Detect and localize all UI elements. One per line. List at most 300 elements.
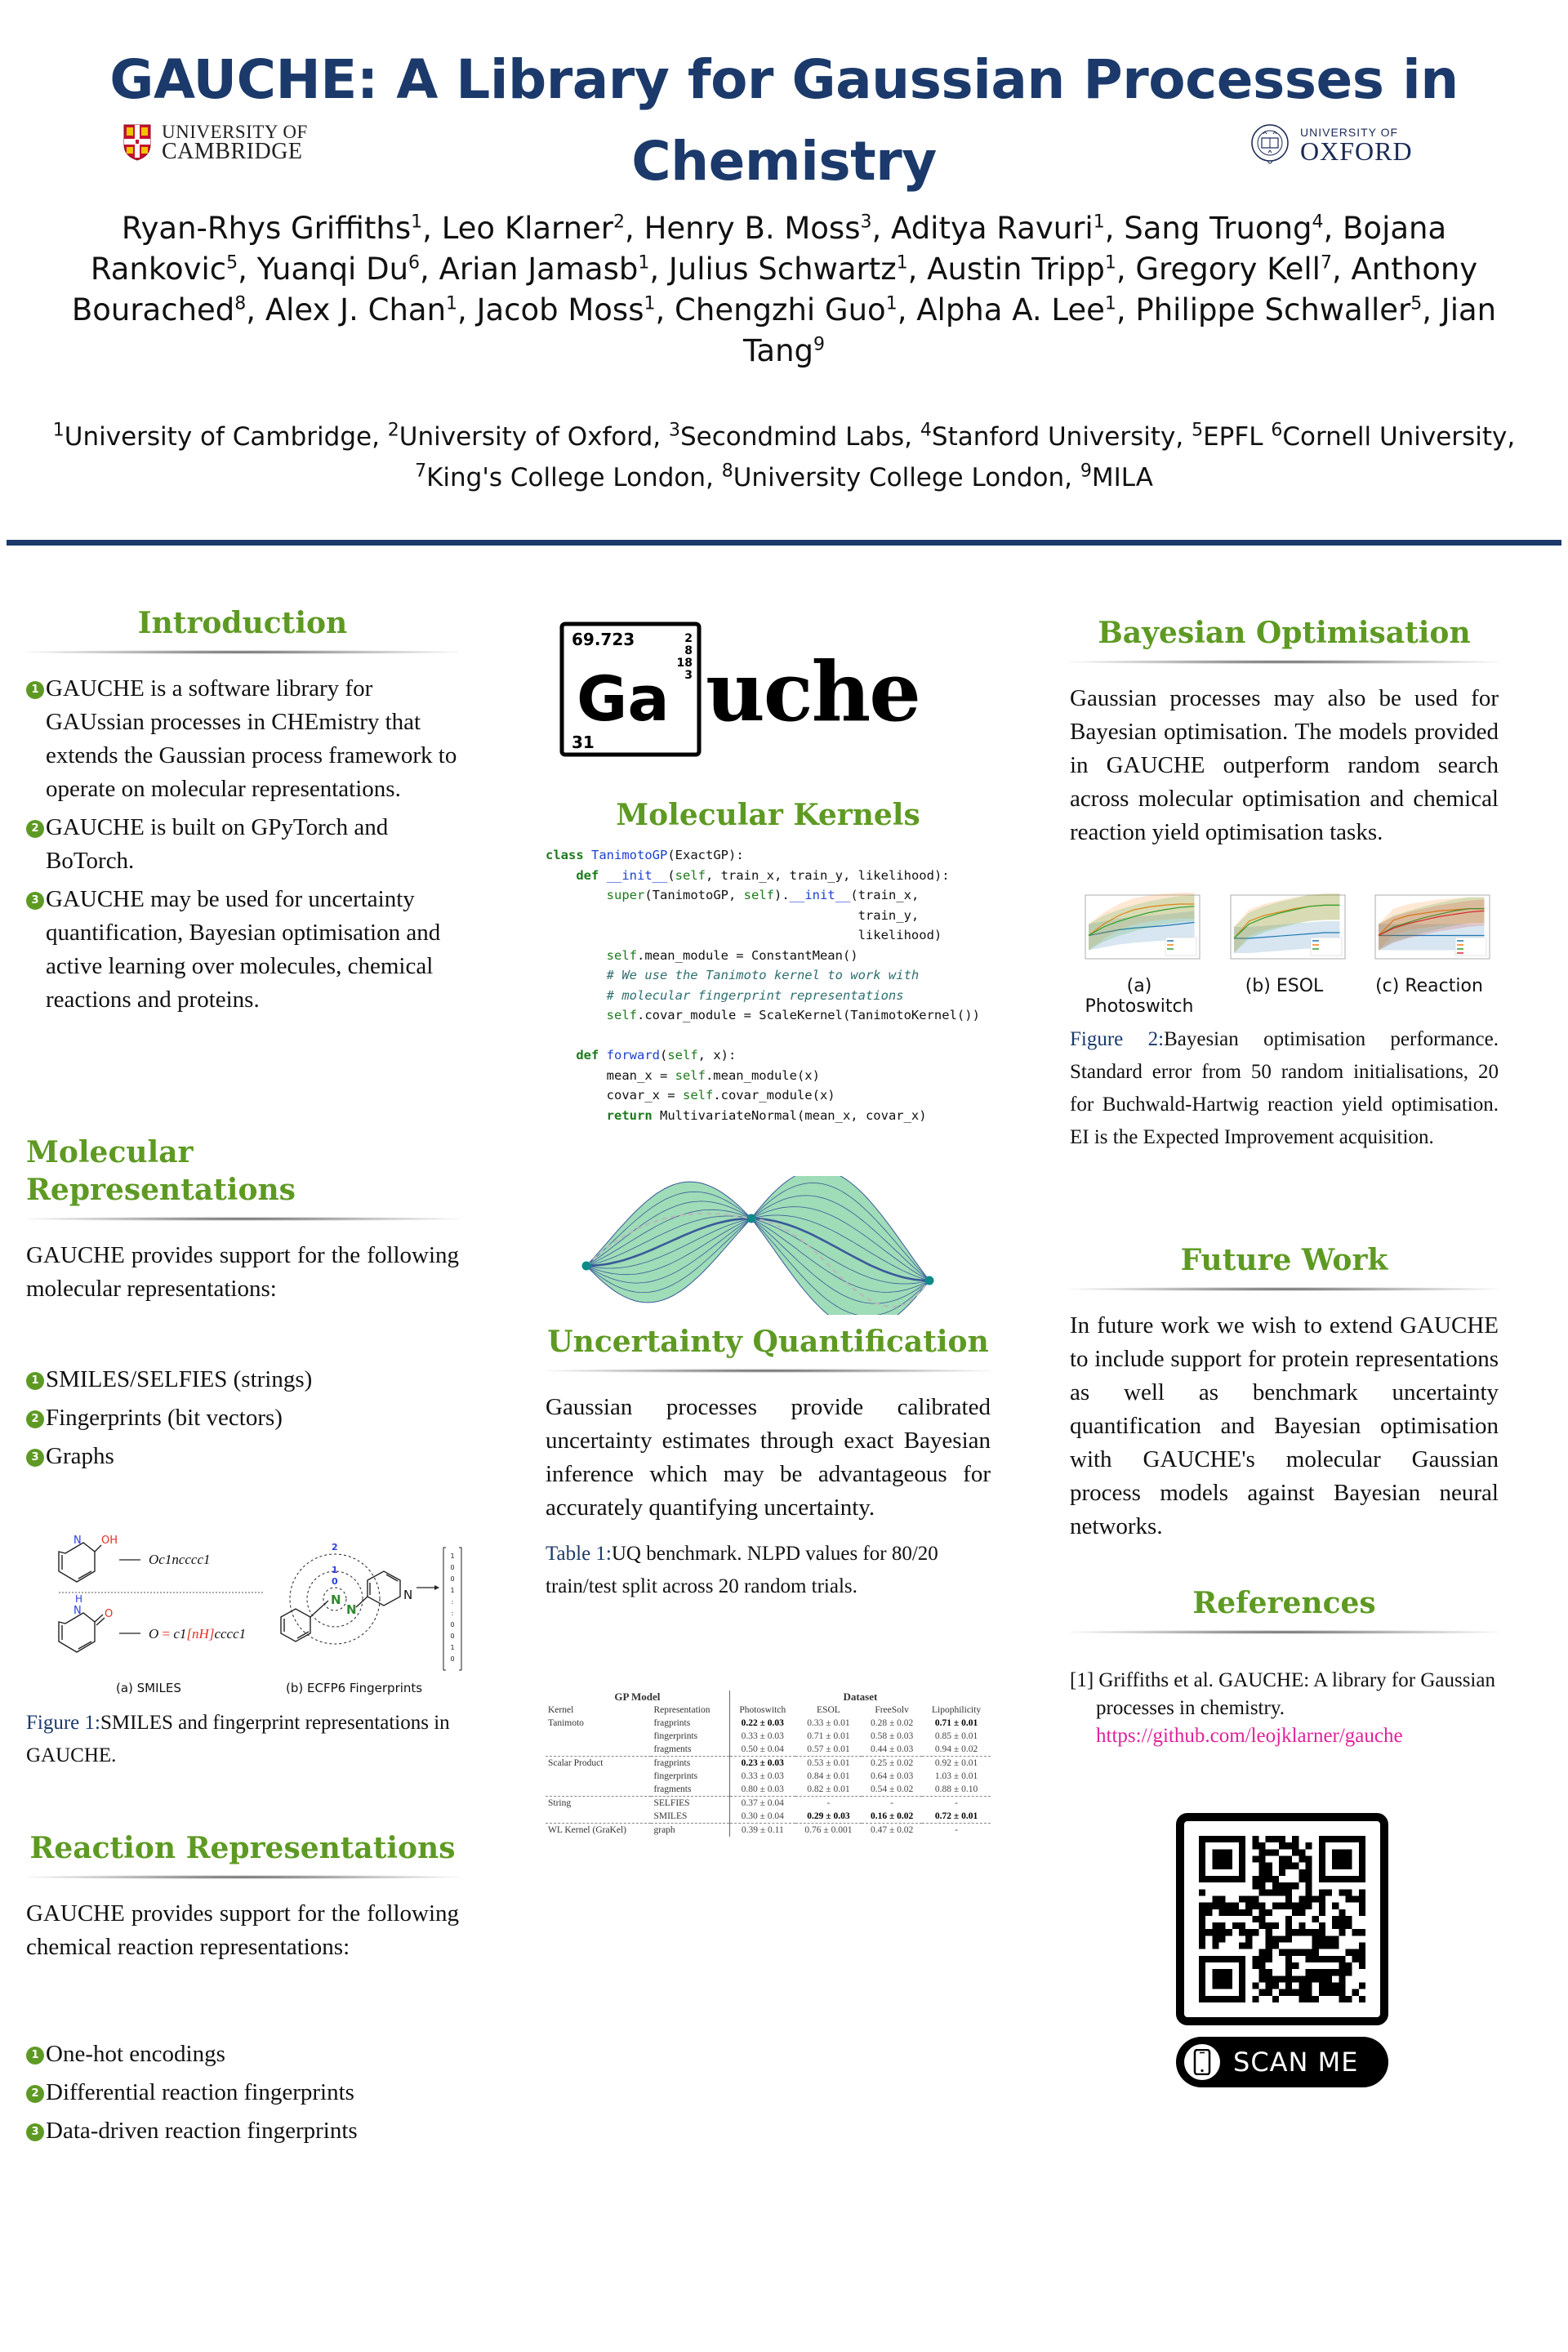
qr-module xyxy=(1319,1983,1325,1989)
qr-module xyxy=(1272,1922,1279,1929)
code-line: self.mean_module = ConstantMean() xyxy=(606,947,858,963)
qr-module xyxy=(1258,1889,1265,1895)
kernel-cell xyxy=(546,1730,651,1743)
value-cell: 0.84 ± 0.01 xyxy=(807,1771,850,1781)
representation-cell: SELFIES xyxy=(651,1797,729,1811)
affiliation-number: 3 xyxy=(669,420,680,441)
qr-module xyxy=(1258,1903,1265,1909)
qr-module xyxy=(1319,1943,1325,1949)
qr-module xyxy=(1266,1909,1272,1916)
qr-module xyxy=(1325,1956,1332,1962)
value-cell: 0.71 ± 0.01 xyxy=(934,1718,978,1728)
number-badge-icon: 2 xyxy=(26,2085,44,2103)
qr-module xyxy=(1292,1849,1298,1855)
qr-module xyxy=(1306,1889,1312,1895)
qr-module xyxy=(1298,1855,1305,1862)
value-cell: 0.64 ± 0.03 xyxy=(870,1771,914,1781)
qr-module xyxy=(1266,1929,1272,1936)
element-symbol: Ga xyxy=(577,662,670,735)
qr-module xyxy=(1266,1969,1272,1976)
title-line-2: Chemistry xyxy=(631,130,937,193)
header-divider xyxy=(7,540,1561,546)
value-cell: 1.03 ± 0.01 xyxy=(934,1771,978,1781)
qr-module xyxy=(1266,1849,1272,1855)
qr-module xyxy=(1339,1996,1345,2002)
author-name: Austin Tripp xyxy=(927,252,1105,287)
affiliation-name: University of Oxford xyxy=(399,422,653,452)
logo-suffix: uche xyxy=(706,644,920,740)
qr-module xyxy=(1226,1929,1232,1936)
qr-module xyxy=(1239,1909,1245,1916)
qr-module xyxy=(1285,1889,1292,1895)
qr-module xyxy=(1272,1903,1279,1909)
qr-module xyxy=(1258,1916,1265,1922)
kernel-cell xyxy=(546,1783,651,1797)
qr-module xyxy=(1212,1929,1218,1936)
value-cell: 0.25 ± 0.02 xyxy=(862,1757,922,1771)
qr-module xyxy=(1272,1889,1279,1895)
qr-module xyxy=(1279,1889,1285,1895)
qr-module xyxy=(1298,1869,1305,1876)
atom-label: OH xyxy=(101,1535,118,1547)
table-1-caption: Table 1:UQ benchmark. NLPD values for 80/20 train/test split across 20 random trials. xyxy=(546,1543,938,1597)
qr-module xyxy=(1319,1989,1325,1996)
qr-module xyxy=(1252,1895,1258,1902)
affiliation-marker: 1 xyxy=(1093,212,1105,233)
qr-module xyxy=(1285,1922,1292,1929)
qr-module xyxy=(1266,1976,1272,1982)
qr-module xyxy=(1312,1895,1319,1902)
github-link[interactable]: https://github.com/leojklarner/gauche xyxy=(1096,1725,1403,1747)
code-line: # We use the Tanimoto kernel to work with xyxy=(606,968,920,982)
table-row xyxy=(546,1783,991,1797)
qr-module xyxy=(1199,1936,1205,1942)
qr-module xyxy=(1332,1989,1339,1996)
qr-module xyxy=(1252,1836,1258,1842)
qr-module xyxy=(1292,1989,1298,1996)
affiliation-marker: 8 xyxy=(234,293,247,314)
kernel-cell: WL Kernel (GraKel) xyxy=(546,1824,651,1838)
cambridge-logo xyxy=(122,122,308,162)
author-name: Anthony Bourached xyxy=(71,252,1478,327)
qr-module xyxy=(1306,1969,1312,1976)
qr-module xyxy=(1352,1956,1359,1962)
number-badge-icon: 1 xyxy=(26,2047,44,2065)
qr-module xyxy=(1272,1849,1279,1855)
qr-module xyxy=(1266,1989,1272,1996)
qr-module xyxy=(1266,1983,1272,1989)
qr-module xyxy=(1285,1962,1292,1969)
value-cell: 0.33 ± 0.03 xyxy=(741,1771,784,1781)
affiliation-marker: 1 xyxy=(446,293,458,314)
qr-module xyxy=(1325,1989,1332,1996)
code-line: self.covar_module = ScaleKernel(TanimotoKernel()) xyxy=(606,1008,980,1022)
radius-label: 2 xyxy=(332,1542,338,1552)
shell-count: 3 xyxy=(684,669,693,682)
value-cell: 0.88 ± 0.10 xyxy=(934,1784,978,1794)
qr-module xyxy=(1332,1956,1339,1962)
qr-module xyxy=(1218,1895,1225,1902)
value-cell: 0.94 ± 0.02 xyxy=(934,1744,978,1754)
code-line: # molecular fingerprint representations xyxy=(606,987,904,1003)
representation-cell: fragprints xyxy=(651,1717,729,1730)
list-item: 3 Data-driven reaction fingerprints xyxy=(26,2114,459,2148)
number-badge-icon: 3 xyxy=(26,1449,44,1467)
qr-module xyxy=(1279,1936,1285,1942)
uncertainty-quantification-section xyxy=(546,1323,991,1603)
qr-module xyxy=(1266,1936,1272,1942)
subplot-caption: (c) Reaction xyxy=(1375,976,1483,996)
qr-module xyxy=(1212,1895,1218,1902)
affiliation-name: King's College London xyxy=(426,463,706,492)
qr-module xyxy=(1285,1969,1292,1976)
qr-module xyxy=(1266,1836,1272,1842)
qr-module xyxy=(1199,1916,1205,1922)
table-row xyxy=(546,1743,991,1757)
qr-module xyxy=(1292,1929,1298,1936)
author-name: Alex J. Chan xyxy=(265,292,447,327)
qr-module xyxy=(1258,1842,1265,1849)
qr-module xyxy=(1266,1922,1272,1929)
qr-module xyxy=(1279,1855,1285,1862)
qr-module xyxy=(1346,1922,1352,1929)
qr-module xyxy=(1298,1983,1305,1989)
qr-module xyxy=(1325,1943,1332,1949)
representation-cell: fragments xyxy=(651,1743,729,1757)
qr-code[interactable] xyxy=(1176,1813,1388,2025)
qr-module xyxy=(1306,1996,1312,2002)
qr-module xyxy=(1239,1929,1245,1936)
qr-module xyxy=(1258,1922,1265,1929)
qr-module xyxy=(1359,1996,1365,2002)
list-item: 2 Fingerprints (bit vectors) xyxy=(26,1401,459,1435)
affiliation-number: 7 xyxy=(415,461,427,482)
qr-module xyxy=(1359,1929,1365,1936)
qr-module xyxy=(1332,1969,1339,1976)
qr-module xyxy=(1312,1929,1319,1936)
qr-module xyxy=(1252,1962,1258,1969)
code-line: def forward(self, x): xyxy=(576,1048,737,1062)
shell-count: 8 xyxy=(684,644,693,657)
representation-cell: fingerprints xyxy=(651,1730,729,1743)
code-snippet xyxy=(546,845,991,1125)
bit-vector xyxy=(450,1552,454,1663)
qr-module xyxy=(1279,1989,1285,1996)
affiliation-name: Cornell University xyxy=(1282,422,1508,452)
group-header: GP Model xyxy=(546,1690,729,1704)
table-row xyxy=(546,1770,991,1783)
number-badge-icon: 2 xyxy=(26,820,44,838)
affiliation-number: 4 xyxy=(920,420,932,441)
qr-module xyxy=(1339,1916,1345,1922)
affiliation-marker: 2 xyxy=(613,212,626,233)
molecular-kernels-section xyxy=(546,796,991,1125)
representation-cell: graph xyxy=(651,1824,729,1838)
bayesian-optimisation-section xyxy=(1070,614,1499,849)
smiles-string: O = c1[nH]cccc1 xyxy=(149,1626,247,1642)
bit-value: 0 xyxy=(450,1655,455,1663)
author-name: Julius Schwartz xyxy=(668,252,897,287)
qr-module xyxy=(1339,1962,1345,1969)
qr-module xyxy=(1272,1983,1279,1989)
title-line-1: GAUCHE: A Library for Gaussian Processes in xyxy=(109,48,1459,111)
poster-title xyxy=(65,39,1503,203)
qr-module xyxy=(1272,1836,1279,1842)
value-cell: 0.33 ± 0.03 xyxy=(741,1731,784,1741)
scan-me-label: SCAN ME xyxy=(1233,2047,1359,2078)
atom-label: N xyxy=(346,1602,357,1617)
qr-module xyxy=(1298,1929,1305,1936)
qr-module xyxy=(1332,1903,1339,1909)
kernel-cell xyxy=(546,1810,651,1824)
qr-module xyxy=(1292,1842,1298,1849)
bo-subplot xyxy=(1070,890,1209,1017)
subcaption-b: (b) ECFP6 Fingerprints xyxy=(286,1681,423,1695)
author-name: Alpha A. Lee xyxy=(916,292,1105,327)
qr-module xyxy=(1212,1903,1218,1909)
qr-module xyxy=(1272,1936,1279,1942)
section-text: GAUCHE provides support for the following molecular representations: xyxy=(26,1242,459,1302)
qr-module xyxy=(1272,1996,1279,2002)
qr-module xyxy=(1306,1989,1312,1996)
author-name: Ryan-Rhys Griffiths xyxy=(121,211,412,246)
atom-label: N xyxy=(74,1535,82,1547)
bit-value: 1 xyxy=(450,1644,455,1651)
atomic-number: 31 xyxy=(572,733,595,752)
qr-module xyxy=(1258,1976,1265,1982)
qr-module xyxy=(1218,1909,1225,1916)
section-divider xyxy=(26,1875,459,1879)
qr-module xyxy=(1285,1895,1292,1902)
list-item: 2 GAUCHE is built on GPyTorch and BoTorch. xyxy=(26,811,459,878)
author-name: Sang Truong xyxy=(1124,211,1312,246)
bit-value: : xyxy=(451,1598,454,1606)
section-title: Molecular Representations xyxy=(26,1135,296,1207)
author-name: Philippe Schwaller xyxy=(1135,292,1411,327)
qr-module xyxy=(1332,1983,1339,1989)
qr-module xyxy=(1292,1949,1298,1956)
affiliation-marker: 1 xyxy=(1104,293,1116,314)
qr-module xyxy=(1279,1863,1285,1869)
references-section xyxy=(1070,1584,1499,1750)
affiliation-name: MILA xyxy=(1091,463,1153,492)
value-cell: 0.30 ± 0.04 xyxy=(741,1811,784,1821)
section-text: In future work we wish to extend GAUCHE to include support for protein representations as well as benchmark uncertainty quantification and Bayesian optimisation with GAUCHE's molecular Gaussian process models against Bayesian neural networks. xyxy=(1070,1312,1499,1539)
number-badge-icon: 1 xyxy=(26,1372,44,1390)
qr-module xyxy=(1312,1969,1319,1976)
value-cell: 0.72 ± 0.01 xyxy=(934,1811,978,1821)
qr-module xyxy=(1339,1909,1345,1916)
qr-module xyxy=(1312,1956,1319,1962)
affiliation-number: 2 xyxy=(387,420,399,441)
qr-module xyxy=(1266,1889,1272,1895)
qr-module xyxy=(1279,1842,1285,1849)
qr-module xyxy=(1298,1976,1305,1982)
qr-module xyxy=(1306,1903,1312,1909)
section-title: Reaction Representations xyxy=(29,1831,456,1865)
qr-module xyxy=(1279,1836,1285,1842)
qr-module xyxy=(1252,1956,1258,1962)
affiliation-name: Stanford University xyxy=(931,422,1176,452)
qr-module xyxy=(1258,1989,1265,1996)
affiliation-marker: 1 xyxy=(1104,252,1116,274)
reference-item: [1] Griffiths et al. GAUCHE: A library for Gaussian processes in chemistry. https://github.com/leojklarner/gauche xyxy=(1070,1669,1495,1747)
qr-code-block[interactable] xyxy=(1176,1813,1388,2087)
number-badge-icon: 3 xyxy=(26,892,44,910)
representation-cell: fragprints xyxy=(651,1757,729,1771)
qr-module xyxy=(1298,1949,1305,1956)
qr-module xyxy=(1359,1889,1365,1895)
qr-module xyxy=(1306,1956,1312,1962)
bo-thumbnail xyxy=(1364,890,1494,972)
qr-module xyxy=(1285,1842,1292,1849)
affiliation-marker: 6 xyxy=(408,252,421,274)
qr-module xyxy=(1292,1903,1298,1909)
atom-label: N xyxy=(403,1588,413,1602)
qr-module xyxy=(1332,1943,1339,1949)
qr-module xyxy=(1205,1903,1212,1909)
list-item: 2 Differential reaction fingerprints xyxy=(26,2076,459,2109)
gauche-logo xyxy=(546,619,987,758)
qr-module xyxy=(1272,1976,1279,1982)
affiliation-name: University College London xyxy=(733,463,1065,492)
kernel-cell: String xyxy=(546,1797,651,1811)
section-divider xyxy=(26,1217,459,1221)
hydroxypyridine-structure xyxy=(59,1543,95,1582)
qr-module xyxy=(1285,1983,1292,1989)
qr-module xyxy=(1272,1876,1279,1882)
qr-module xyxy=(1306,1863,1312,1869)
qr-module xyxy=(1258,1969,1265,1976)
qr-module xyxy=(1258,1962,1265,1969)
qr-module xyxy=(1298,1895,1305,1902)
bit-value: 1 xyxy=(450,1587,455,1594)
value-cell: 0.80 ± 0.03 xyxy=(741,1784,784,1794)
bit-value: 0 xyxy=(450,1621,455,1628)
qr-module xyxy=(1245,1936,1252,1942)
qr-module xyxy=(1306,1976,1312,1982)
qr-module xyxy=(1292,1863,1298,1869)
radius-label: 0 xyxy=(332,1576,338,1587)
qr-module xyxy=(1252,1876,1258,1882)
column-header: Representation xyxy=(651,1704,729,1717)
list-item: 1 GAUCHE is a software library for GAUssian processes in CHEmistry that extends the Gaussian process framework to operate on molecular representations. xyxy=(26,672,459,806)
qr-module xyxy=(1258,1882,1265,1889)
value-cell: 0.50 ± 0.04 xyxy=(741,1744,784,1754)
qr-module xyxy=(1285,1882,1292,1889)
qr-module xyxy=(1312,1976,1319,1982)
qr-module xyxy=(1352,1949,1359,1956)
value-cell: 0.53 ± 0.01 xyxy=(795,1757,862,1771)
affiliation-marker: 1 xyxy=(411,212,423,233)
list-item: 3 GAUCHE may be used for uncertainty quantification, Bayesian optimisation and active learning over molecules, chemical reactions and proteins. xyxy=(26,883,459,1017)
qr-module xyxy=(1359,1895,1365,1902)
qr-module xyxy=(1266,1943,1272,1949)
value-cell: 0.92 ± 0.01 xyxy=(922,1757,991,1771)
value-cell: 0.58 ± 0.03 xyxy=(870,1731,914,1741)
qr-module xyxy=(1298,1989,1305,1996)
qr-module xyxy=(1339,1922,1345,1929)
affiliation-name: University of Cambridge xyxy=(64,422,372,452)
qr-module xyxy=(1258,1863,1265,1869)
representation-cell: fingerprints xyxy=(651,1770,729,1783)
qr-module xyxy=(1306,1983,1312,1989)
qr-module xyxy=(1258,1869,1265,1876)
value-cell: 0.33 ± 0.01 xyxy=(807,1718,850,1728)
affiliation-number: 6 xyxy=(1271,420,1283,441)
atomic-mass: 69.723 xyxy=(572,630,635,649)
introduction-section xyxy=(26,604,459,1022)
qr-module xyxy=(1199,1889,1205,1895)
qr-module xyxy=(1359,1943,1365,1949)
qr-module xyxy=(1199,1909,1205,1916)
section-text: Gaussian processes provide calibrated uncertainty estimates through exact Bayesian inference which may be advantageous for accurately quantifying uncertainty. xyxy=(546,1394,991,1521)
qr-module xyxy=(1266,1863,1272,1869)
affiliation-number: 9 xyxy=(1080,461,1092,482)
qr-module xyxy=(1332,1916,1339,1922)
section-title: Introduction xyxy=(137,606,348,640)
qr-module xyxy=(1339,1976,1345,1982)
section-title: Future Work xyxy=(1180,1243,1388,1277)
qr-module xyxy=(1319,1903,1325,1909)
column-header: FreeSolv xyxy=(875,1705,909,1715)
representation-cell: SMILES xyxy=(651,1810,729,1824)
qr-module xyxy=(1359,1949,1365,1956)
qr-module xyxy=(1319,1909,1325,1916)
section-text: GAUCHE provides support for the following chemical reaction representations: xyxy=(26,1900,459,1960)
list-item: 1 One-hot encodings xyxy=(26,2038,459,2071)
table-row xyxy=(546,1717,991,1730)
qr-module xyxy=(1199,1943,1205,1949)
observation-point xyxy=(747,1214,756,1223)
value-cell: 0.28 ± 0.02 xyxy=(870,1718,914,1728)
qr-module xyxy=(1319,1956,1325,1962)
author-name: Jian Tang xyxy=(742,292,1497,368)
author-name: Bojana Rankovic xyxy=(90,211,1447,287)
author-name: Henry B. Moss xyxy=(644,211,861,246)
qr-module xyxy=(1226,1909,1232,1916)
qr-module xyxy=(1292,1882,1298,1889)
qr-module xyxy=(1339,1889,1345,1895)
qr-module xyxy=(1266,1876,1272,1882)
author-name: Aditya Ravuri xyxy=(891,211,1094,246)
qr-module xyxy=(1199,1922,1205,1929)
qr-module xyxy=(1346,1895,1352,1902)
reaction-representations-list xyxy=(26,2038,459,2148)
oxford-wordmark: UNIVERSITY OF OXFORD xyxy=(1300,126,1413,166)
affiliation-marker: 1 xyxy=(885,293,898,314)
table-row xyxy=(546,1797,991,1811)
figure-2-caption: Figure 2:Bayesian optimisation performance. Standard error from 50 random initialisations, 20 for Buchwald-Hartwig reaction yield optimisation. EI is the Expected Improvement acquisition. xyxy=(1070,1028,1499,1148)
value-cell: 0.57 ± 0.01 xyxy=(807,1744,850,1754)
affiliation-marker: 7 xyxy=(1320,252,1332,274)
code-line xyxy=(546,1026,991,1046)
list-item: 1 SMILES/SELFIES (strings) xyxy=(26,1363,459,1396)
qr-module xyxy=(1245,1943,1252,1949)
qr-module xyxy=(1258,1849,1265,1855)
value-cell: - xyxy=(795,1797,862,1811)
qr-module xyxy=(1352,1929,1359,1936)
qr-module xyxy=(1212,1936,1218,1942)
bit-value: 0 xyxy=(450,1633,455,1640)
qr-module xyxy=(1312,1936,1319,1942)
qr-module xyxy=(1312,1916,1319,1922)
qr-module xyxy=(1292,1836,1298,1842)
value-cell: 0.47 ± 0.02 xyxy=(862,1824,922,1838)
bo-thumbnail xyxy=(1219,890,1350,972)
qr-module xyxy=(1359,1962,1365,1969)
code-line: super(TanimotoGP, self).__init__(train_x, xyxy=(606,888,920,902)
